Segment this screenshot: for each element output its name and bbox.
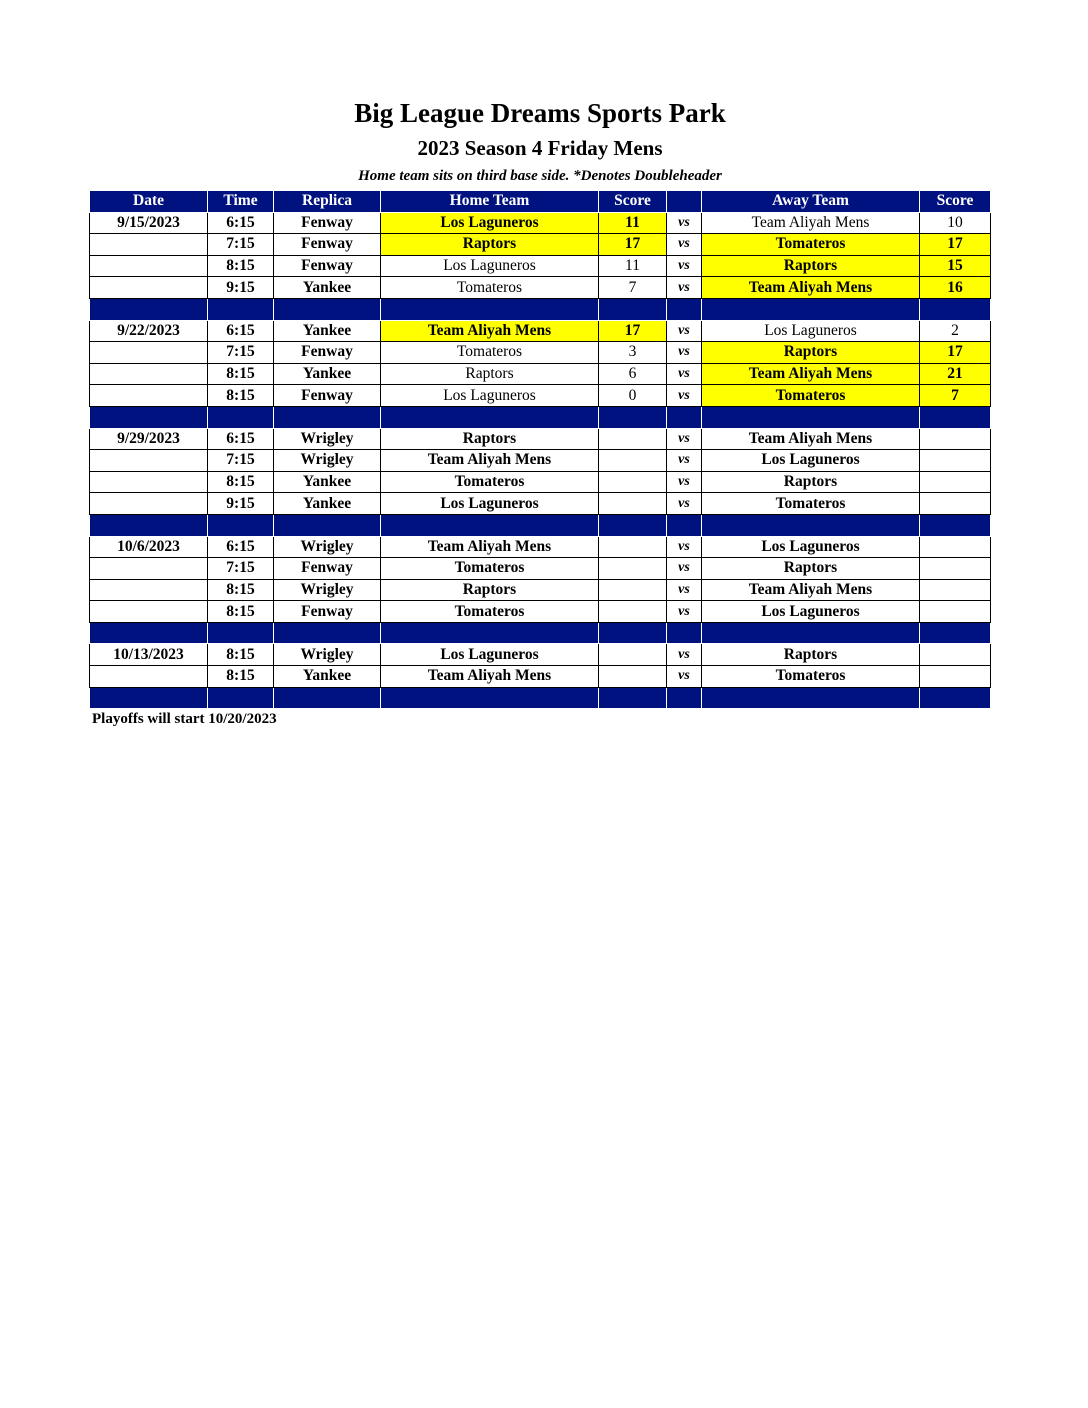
- vs-label: vs: [667, 601, 702, 623]
- home-score: [599, 471, 667, 493]
- game-time: 8:15: [208, 644, 274, 666]
- away-team: Raptors: [702, 342, 920, 364]
- col-header-away-score: Score: [920, 191, 991, 213]
- away-score: 10: [920, 212, 991, 234]
- home-team: Team Aliyah Mens: [381, 450, 599, 472]
- home-team: Los Laguneros: [381, 385, 599, 407]
- separator-cell: [920, 687, 991, 709]
- away-score: 2: [920, 320, 991, 342]
- separator-cell: [381, 298, 599, 320]
- away-score: [920, 493, 991, 515]
- away-team: Team Aliyah Mens: [702, 363, 920, 385]
- game-field: Yankee: [274, 493, 381, 515]
- col-header-vs: [667, 191, 702, 213]
- game-time: 7:15: [208, 558, 274, 580]
- game-date: [90, 342, 208, 364]
- away-team: Los Laguneros: [702, 536, 920, 558]
- home-score: [599, 666, 667, 688]
- away-score: 17: [920, 234, 991, 256]
- game-field: Yankee: [274, 363, 381, 385]
- game-time: 6:15: [208, 536, 274, 558]
- home-team: Raptors: [381, 363, 599, 385]
- game-row: [90, 601, 991, 623]
- game-row: [90, 320, 991, 342]
- game-row: [90, 385, 991, 407]
- schedule-table: [89, 190, 991, 709]
- away-score: [920, 666, 991, 688]
- away-team: Tomateros: [702, 385, 920, 407]
- game-field: Yankee: [274, 471, 381, 493]
- game-date: [90, 601, 208, 623]
- game-date: [90, 255, 208, 277]
- game-date: [90, 579, 208, 601]
- home-score: 17: [599, 320, 667, 342]
- home-score: [599, 558, 667, 580]
- home-team: Tomateros: [381, 558, 599, 580]
- game-date: [90, 385, 208, 407]
- game-field: Yankee: [274, 666, 381, 688]
- col-header-date: Date: [90, 191, 208, 213]
- vs-label: vs: [667, 493, 702, 515]
- away-score: 16: [920, 277, 991, 299]
- vs-label: vs: [667, 644, 702, 666]
- game-row: [90, 212, 991, 234]
- game-time: 7:15: [208, 450, 274, 472]
- header-row: [90, 191, 991, 213]
- home-team: Raptors: [381, 579, 599, 601]
- vs-label: vs: [667, 385, 702, 407]
- separator-cell: [90, 514, 208, 536]
- vs-label: vs: [667, 342, 702, 364]
- away-score: [920, 450, 991, 472]
- game-time: 6:15: [208, 212, 274, 234]
- away-team: Team Aliyah Mens: [702, 579, 920, 601]
- home-team: Los Laguneros: [381, 644, 599, 666]
- game-time: 7:15: [208, 342, 274, 364]
- game-date: [90, 234, 208, 256]
- away-score: 17: [920, 342, 991, 364]
- away-score: 21: [920, 363, 991, 385]
- game-row: [90, 666, 991, 688]
- separator-cell: [702, 687, 920, 709]
- game-time: 8:15: [208, 385, 274, 407]
- separator-cell: [381, 406, 599, 428]
- separator-cell: [667, 687, 702, 709]
- vs-label: vs: [667, 277, 702, 299]
- separator-cell: [920, 298, 991, 320]
- col-header-away-team: Away Team: [702, 191, 920, 213]
- game-field: Wrigley: [274, 536, 381, 558]
- home-score: 3: [599, 342, 667, 364]
- game-row: [90, 234, 991, 256]
- home-score: [599, 493, 667, 515]
- away-team: Raptors: [702, 255, 920, 277]
- game-date: 9/29/2023: [90, 428, 208, 450]
- playoffs-note: Playoffs will start 10/20/2023: [92, 711, 277, 727]
- game-field: Wrigley: [274, 644, 381, 666]
- away-score: 15: [920, 255, 991, 277]
- separator-cell: [667, 514, 702, 536]
- game-date: 10/6/2023: [90, 536, 208, 558]
- away-team: Team Aliyah Mens: [702, 277, 920, 299]
- game-time: 8:15: [208, 579, 274, 601]
- separator-cell: [208, 622, 274, 644]
- home-team: Los Laguneros: [381, 212, 599, 234]
- separator-cell: [208, 298, 274, 320]
- game-field: Fenway: [274, 234, 381, 256]
- game-field: Yankee: [274, 277, 381, 299]
- separator-cell: [381, 514, 599, 536]
- home-team: Los Laguneros: [381, 255, 599, 277]
- game-date: [90, 666, 208, 688]
- separator-cell: [274, 298, 381, 320]
- home-team: Team Aliyah Mens: [381, 536, 599, 558]
- game-field: Wrigley: [274, 450, 381, 472]
- page-title: Big League Dreams Sports Park: [354, 98, 726, 128]
- home-score: [599, 644, 667, 666]
- home-team: Team Aliyah Mens: [381, 320, 599, 342]
- vs-label: vs: [667, 255, 702, 277]
- week-separator: [90, 687, 991, 709]
- home-score: [599, 450, 667, 472]
- away-team: Team Aliyah Mens: [702, 212, 920, 234]
- away-score: 7: [920, 385, 991, 407]
- game-date: [90, 363, 208, 385]
- separator-cell: [702, 622, 920, 644]
- game-row: [90, 579, 991, 601]
- week-separator: [90, 514, 991, 536]
- game-row: [90, 558, 991, 580]
- away-score: [920, 579, 991, 601]
- vs-label: vs: [667, 666, 702, 688]
- away-team: Tomateros: [702, 493, 920, 515]
- separator-cell: [920, 406, 991, 428]
- away-score: [920, 558, 991, 580]
- home-score: 11: [599, 255, 667, 277]
- separator-cell: [667, 406, 702, 428]
- game-date: [90, 450, 208, 472]
- schedule-note: Home team sits on third base side. *Denotes Doubleheader: [358, 168, 722, 184]
- game-field: Fenway: [274, 255, 381, 277]
- vs-label: vs: [667, 234, 702, 256]
- separator-cell: [274, 514, 381, 536]
- separator-cell: [599, 622, 667, 644]
- col-header-replica: Replica: [274, 191, 381, 213]
- home-team: Los Laguneros: [381, 493, 599, 515]
- separator-cell: [274, 406, 381, 428]
- game-time: 8:15: [208, 363, 274, 385]
- game-row: [90, 255, 991, 277]
- away-score: [920, 601, 991, 623]
- game-time: 9:15: [208, 493, 274, 515]
- separator-cell: [208, 687, 274, 709]
- week-separator: [90, 406, 991, 428]
- home-team: Raptors: [381, 234, 599, 256]
- vs-label: vs: [667, 450, 702, 472]
- separator-cell: [599, 687, 667, 709]
- schedule-body: [90, 212, 991, 709]
- game-field: Fenway: [274, 601, 381, 623]
- separator-cell: [667, 622, 702, 644]
- separator-cell: [90, 622, 208, 644]
- game-field: Fenway: [274, 558, 381, 580]
- game-time: 6:15: [208, 320, 274, 342]
- game-row: [90, 471, 991, 493]
- game-time: 8:15: [208, 666, 274, 688]
- home-score: [599, 536, 667, 558]
- home-score: 17: [599, 234, 667, 256]
- away-team: Raptors: [702, 644, 920, 666]
- separator-cell: [208, 406, 274, 428]
- game-date: [90, 558, 208, 580]
- game-field: Fenway: [274, 212, 381, 234]
- separator-cell: [381, 622, 599, 644]
- vs-label: vs: [667, 536, 702, 558]
- game-time: 6:15: [208, 428, 274, 450]
- week-separator: [90, 298, 991, 320]
- col-header-time: Time: [208, 191, 274, 213]
- separator-cell: [702, 298, 920, 320]
- game-date: [90, 493, 208, 515]
- col-header-home-team: Home Team: [381, 191, 599, 213]
- separator-cell: [599, 406, 667, 428]
- game-date: 9/15/2023: [90, 212, 208, 234]
- game-row: [90, 277, 991, 299]
- home-team: Tomateros: [381, 471, 599, 493]
- away-score: [920, 471, 991, 493]
- game-row: [90, 536, 991, 558]
- game-field: Wrigley: [274, 428, 381, 450]
- home-score: 6: [599, 363, 667, 385]
- separator-cell: [90, 298, 208, 320]
- game-field: Fenway: [274, 342, 381, 364]
- separator-cell: [599, 298, 667, 320]
- game-row: [90, 428, 991, 450]
- game-row: [90, 493, 991, 515]
- away-team: Los Laguneros: [702, 601, 920, 623]
- vs-label: vs: [667, 471, 702, 493]
- separator-cell: [90, 406, 208, 428]
- game-time: 7:15: [208, 234, 274, 256]
- separator-cell: [381, 687, 599, 709]
- home-team: Raptors: [381, 428, 599, 450]
- separator-cell: [274, 687, 381, 709]
- vs-label: vs: [667, 320, 702, 342]
- home-score: 11: [599, 212, 667, 234]
- separator-cell: [599, 514, 667, 536]
- away-team: Team Aliyah Mens: [702, 428, 920, 450]
- home-team: Tomateros: [381, 342, 599, 364]
- home-team: Tomateros: [381, 277, 599, 299]
- game-field: Wrigley: [274, 579, 381, 601]
- separator-cell: [702, 406, 920, 428]
- home-score: 0: [599, 385, 667, 407]
- away-score: [920, 428, 991, 450]
- game-date: 10/13/2023: [90, 644, 208, 666]
- game-date: [90, 471, 208, 493]
- away-team: Tomateros: [702, 666, 920, 688]
- separator-cell: [667, 298, 702, 320]
- home-team: Team Aliyah Mens: [381, 666, 599, 688]
- separator-cell: [90, 687, 208, 709]
- col-header-home-score: Score: [599, 191, 667, 213]
- away-team: Raptors: [702, 471, 920, 493]
- game-field: Fenway: [274, 385, 381, 407]
- away-team: Raptors: [702, 558, 920, 580]
- game-row: [90, 363, 991, 385]
- home-score: [599, 601, 667, 623]
- game-time: 8:15: [208, 255, 274, 277]
- page-subtitle: 2023 Season 4 Friday Mens: [417, 136, 663, 160]
- vs-label: vs: [667, 428, 702, 450]
- home-score: [599, 579, 667, 601]
- home-team: Tomateros: [381, 601, 599, 623]
- separator-cell: [920, 622, 991, 644]
- game-row: [90, 644, 991, 666]
- away-team: Los Laguneros: [702, 450, 920, 472]
- game-row: [90, 342, 991, 364]
- game-date: 9/22/2023: [90, 320, 208, 342]
- away-score: [920, 536, 991, 558]
- game-date: [90, 277, 208, 299]
- away-team: Los Laguneros: [702, 320, 920, 342]
- separator-cell: [208, 514, 274, 536]
- separator-cell: [920, 514, 991, 536]
- game-time: 9:15: [208, 277, 274, 299]
- away-team: Tomateros: [702, 234, 920, 256]
- separator-cell: [274, 622, 381, 644]
- week-separator: [90, 622, 991, 644]
- game-time: 8:15: [208, 471, 274, 493]
- game-row: [90, 450, 991, 472]
- vs-label: vs: [667, 363, 702, 385]
- vs-label: vs: [667, 579, 702, 601]
- vs-label: vs: [667, 212, 702, 234]
- away-score: [920, 644, 991, 666]
- game-time: 8:15: [208, 601, 274, 623]
- home-score: [599, 428, 667, 450]
- separator-cell: [702, 514, 920, 536]
- vs-label: vs: [667, 558, 702, 580]
- home-score: 7: [599, 277, 667, 299]
- game-field: Yankee: [274, 320, 381, 342]
